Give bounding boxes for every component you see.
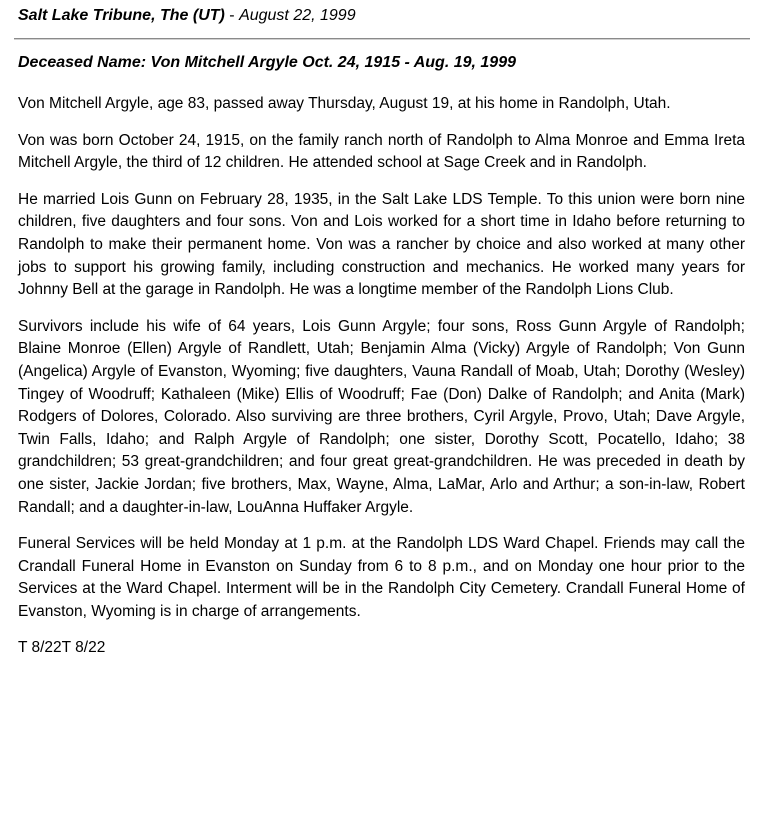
- paragraph-marriage: He married Lois Gunn on February 28, 1935, in the Salt Lake LDS Temple. To this union were born nine children, five daughters and four sons. Von and Lois worked for a short time in Idaho before returning to Randolph to make their permanent home. Von was a rancher by choice and also worked at many other jobs to support his growing family, including construction and mechanics. He worked many years for Johnny Bell at the garage in Randolph. He was a longtime member of the Randolph Lions Club.: [18, 190, 745, 299]
- header-divider: [14, 38, 750, 40]
- paragraph-death-notice: Von Mitchell Argyle, age 83, passed away Thursday, August 19, at his home in Randolph, Utah.: [18, 95, 671, 112]
- deceased-name-line: Deceased Name: Von Mitchell Argyle Oct. 24, 1915 - Aug. 19, 1999: [18, 54, 516, 71]
- publication-code: T 8/22T 8/22: [18, 639, 106, 657]
- publication-source: Salt Lake Tribune, The (UT): [18, 7, 225, 24]
- publication-date: August 22, 1999: [239, 7, 356, 24]
- paragraph-funeral: Funeral Services will be held Monday at 1 p.m. at the Randolph LDS Ward Chapel. Friends may call the Crandall Funeral Home in Evanston on Sunday from 6 to 8 p.m., and on Monday one hour prior to the Services at the Ward Chapel. Interment will be in the Randolph City Cemetery. Crandall Funeral Home of Evanston, Wyoming is in charge of arrangements.: [18, 535, 745, 620]
- paragraph-survivors: Survivors include his wife of 64 years, Lois Gunn Argyle; four sons, Ross Gunn Argyle of Randolph; Blaine Monroe (Ellen) Argyle of Randlett, Utah; Benjamin Alma (Vicky) Argyle of Randolph; Von Gunn (Angelica) Argyle of Evanston, Wyoming; five daughters, Vauna Randall of Moab, Utah; Dorothy (Wesley) Tingey of Woodruff; Kathaleen (Mike) Ellis of Woodruff; Fae (Don) Dalke of Randolph; and Anita (Mark) Rodgers of Dolores, Colorado. Also surviving are three brothers, Cyril Argyle, Provo, Utah; Dave Argyle, Twin Falls, Idaho; and Ralph Argyle of Randolph; one sister, Dorothy Scott, Pocatello, Idaho; 38 grandchildren; 53 great-grandchildren; and four great great-grandchildren. He was preceded in death by one sister, Jackie Jordan; five brothers, Max, Wayne, Alma, LaMar, Arlo and Arthur; a son-in-law, Robert Randall; and a daughter-in-law, LouAnna Huffaker Argyle.: [18, 317, 745, 516]
- header-separator: -: [224, 7, 240, 24]
- paragraph-birth: Von was born October 24, 1915, on the family ranch north of Randolph to Alma Monroe and Emma Ireta Mitchell Argyle, the third of 12 children. He attended school at Sage Creek and in Randolph.: [18, 131, 745, 172]
- obituary-body: [18, 93, 745, 660]
- publication-header: [18, 6, 356, 26]
